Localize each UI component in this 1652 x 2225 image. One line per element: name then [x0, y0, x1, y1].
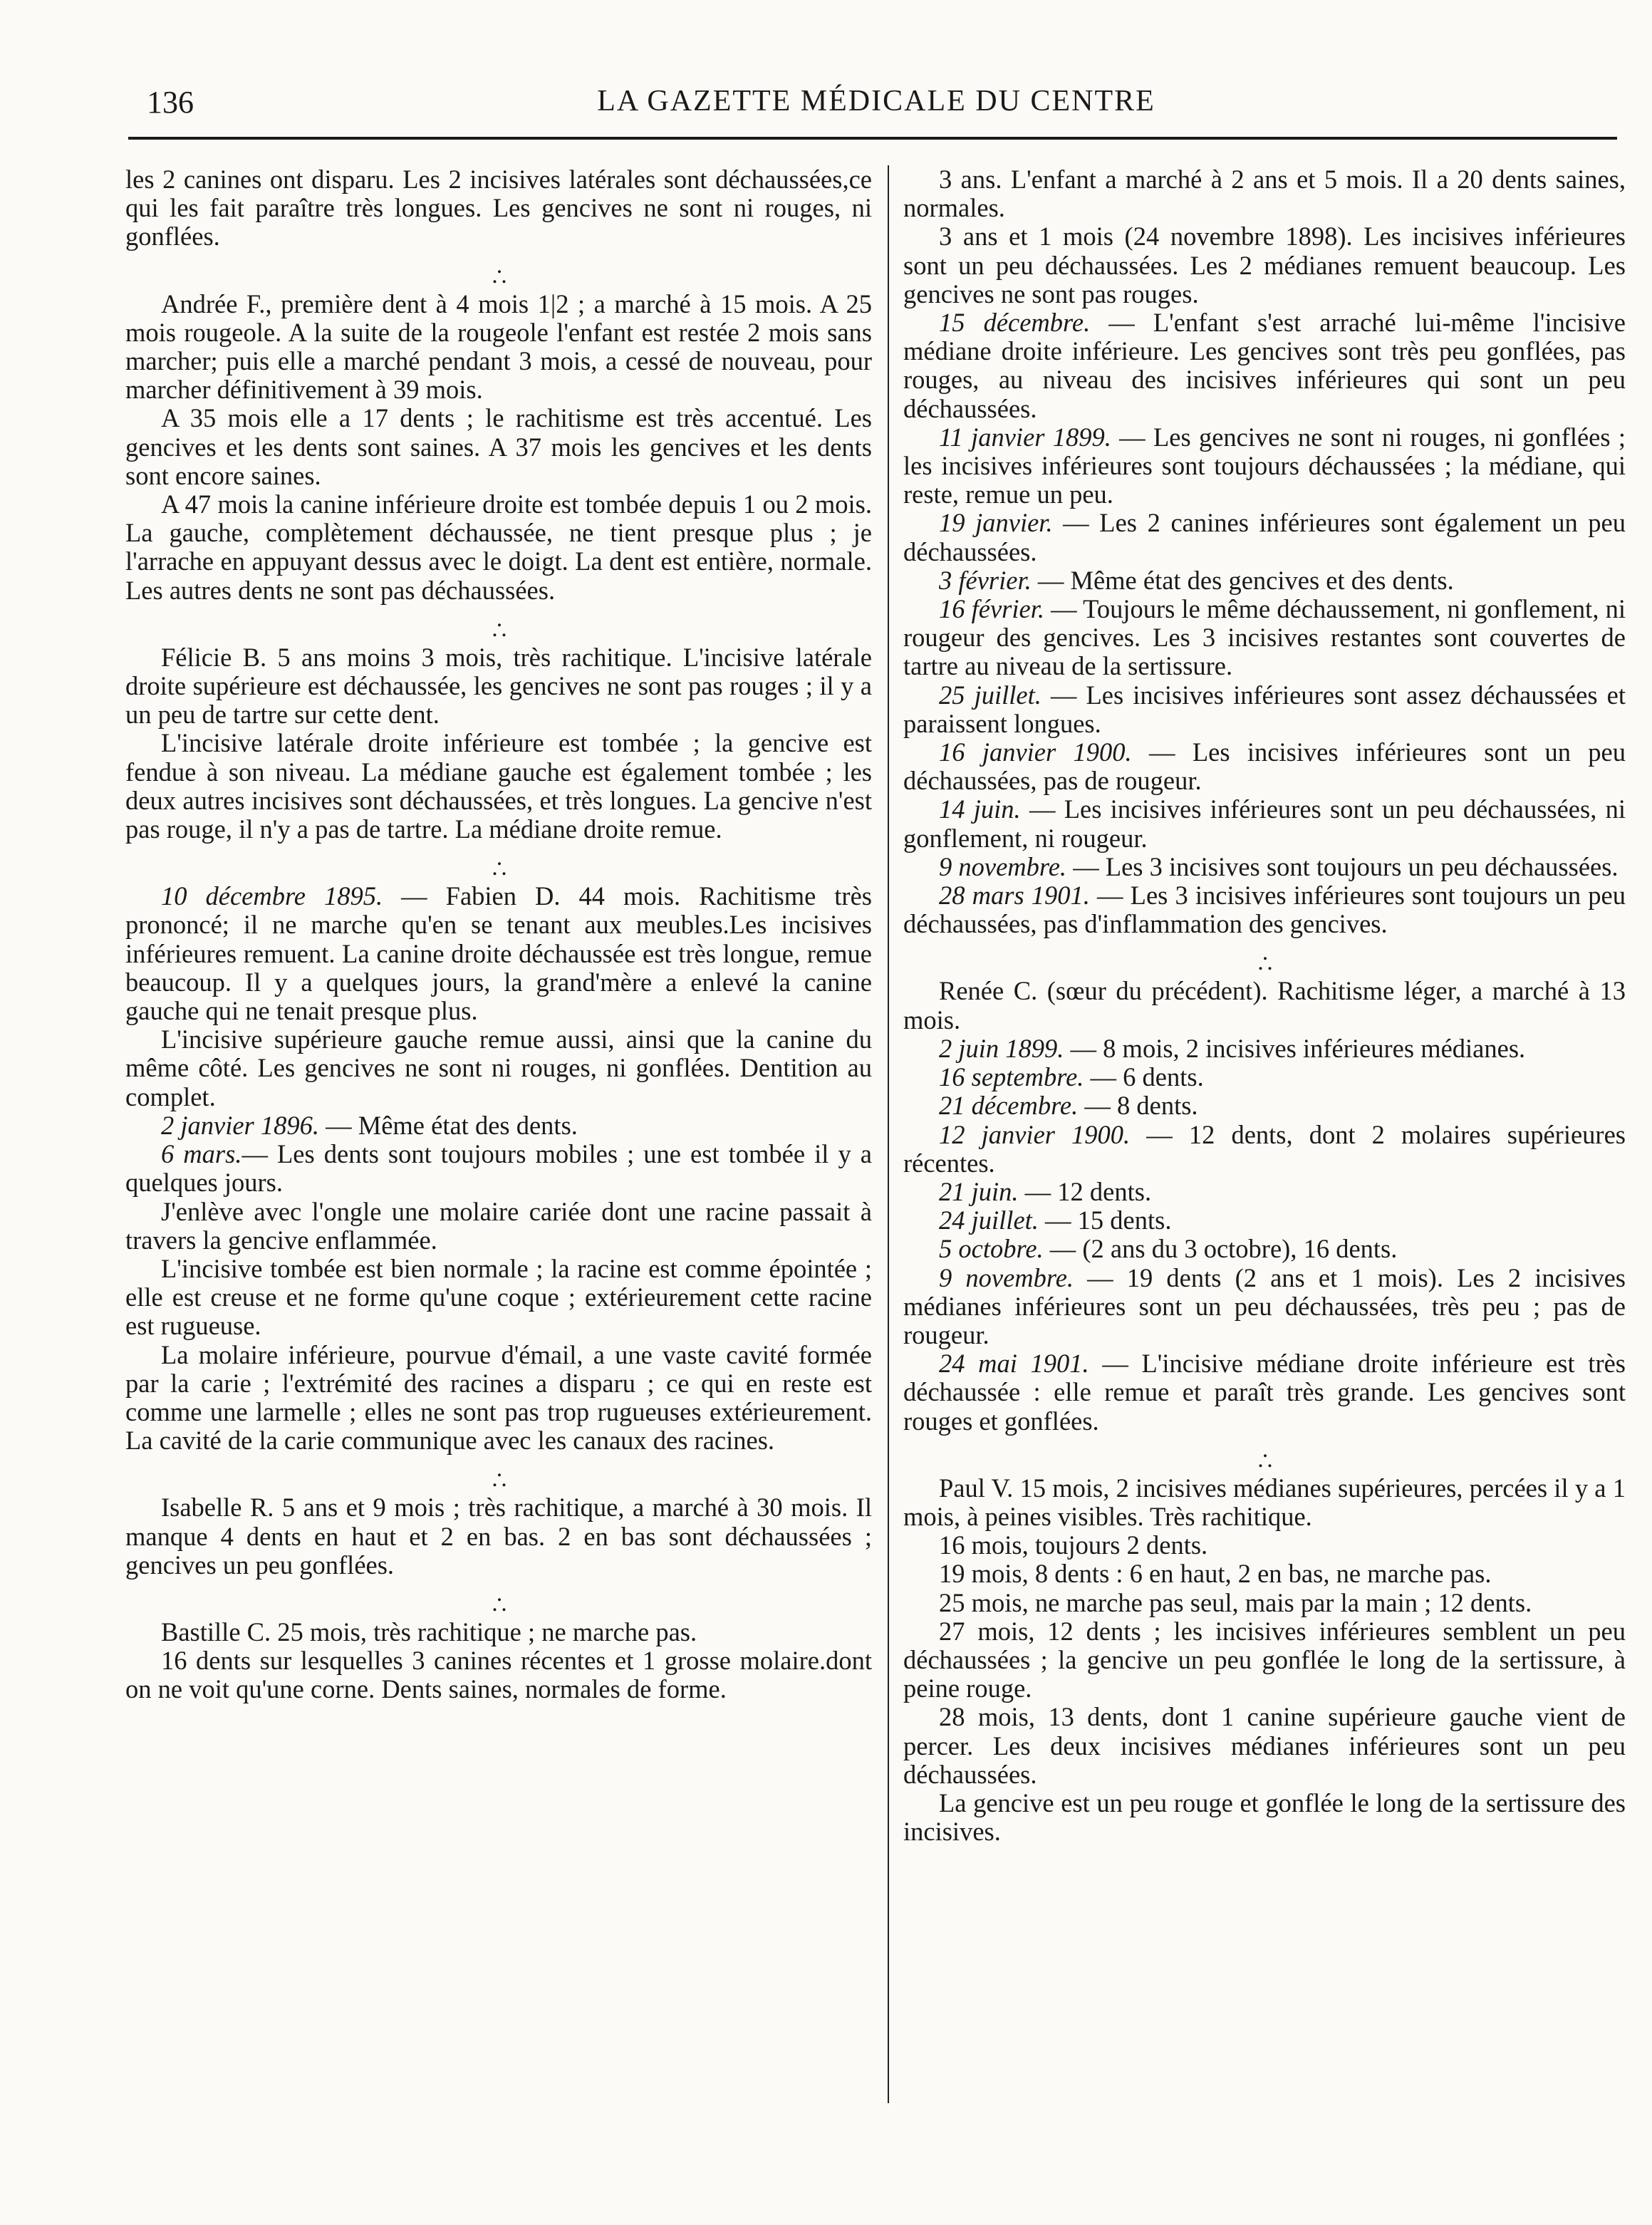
paragraph: A 35 mois elle a 17 dents ; le rachitisme est très accentué. Les gencives et les dents sont saines. A 37 mois les gencives et les dents sont encore saines. [125, 403, 872, 490]
paragraph: L'incisive tombée est bien normale ; la racine est comme épointée ; elle est creuse et ne forme qu'une coque ; extérieurement cette racine est rugueuse. [125, 1253, 872, 1341]
entry-text: — Les 3 incisives sont toujours un peu déchaussées. [1066, 851, 1619, 881]
entry-text: — 15 dents. [1038, 1205, 1172, 1235]
paragraph: 28 mois, 13 dents, dont 1 canine supérieure gauche vient de percer. Les deux incisives médianes inférieures sont un peu déchaussées. [903, 1702, 1626, 1789]
paragraph [903, 1235, 1626, 1263]
paragraph [903, 308, 1626, 423]
entry-date: 24 mai 1901. [939, 1349, 1089, 1379]
entry-text: — Même état des dents. [319, 1110, 578, 1140]
entry-text: — 19 dents (2 ans et 1 mois). Les 2 incisives médianes inférieures sont un peu déchaussées, très peu ; pas de rougeur. [903, 1262, 1626, 1349]
paragraph: 16 dents sur lesquelles 3 canines récentes et 1 grosse molaire.dont on ne voit qu'une corne. Dents saines, normales de forme. [125, 1646, 872, 1704]
right-column [903, 165, 1626, 1846]
entry-date: 9 novembre. [939, 851, 1067, 881]
paragraph [903, 738, 1626, 795]
paragraph: A 47 mois la canine inférieure droite est tombée depuis 1 ou 2 mois. La gauche, complètement déchaussée, ne tient presque plus ; je l'arrache en appuyant dessus avec le doigt. La dent est entière, normale. Les autres dents ne sont pas déchaussées. [125, 489, 872, 605]
running-title: LA GAZETTE MÉDICALE DU CENTRE [597, 85, 1155, 118]
paragraph [125, 1140, 872, 1197]
entry-text: — Fabien D. 44 mois. Rachitisme très prononcé; il ne marche qu'en se tenant aux meubles.Les incisives inférieures remuent. La canine droite déchaussée est très longue, remue beaucoup. Il y a quelques jours, la grand'mère a enlevé la canine gauche qui ne tenait presque plus. [125, 881, 872, 1026]
paragraph: Renée C. (sœur du précédent). Rachitisme léger, a marché à 13 mois. [903, 976, 1626, 1034]
entry-date: 28 mars 1901. [939, 881, 1090, 911]
section-separator [125, 1465, 872, 1485]
entry-date: 10 décembre 1895. [161, 881, 383, 911]
paragraph [903, 566, 1626, 595]
entry-text: — (2 ans du 3 octobre), 16 dents. [1043, 1234, 1398, 1264]
paragraph [903, 795, 1626, 852]
paragraph: La molaire inférieure, pourvue d'émail, a une vaste cavité formée par la carie ; l'extrémité des racines a disparu ; ce qui en reste est comme une larmelle ; elles ne sont pas trop rugueuses extérieurement. La cavité de la carie communique avec les canaux des racines. [125, 1339, 872, 1456]
paragraph [125, 882, 872, 1025]
paragraph: Paul V. 15 mois, 2 incisives médianes supérieures, percées il y a 1 mois, à peines visibles. Très rachitique. [903, 1473, 1626, 1531]
paragraph: 19 mois, 8 dents : 6 en haut, 2 en bas, ne marche pas. [939, 1559, 1492, 1589]
section-separator [125, 854, 872, 873]
section-separator [903, 1446, 1626, 1466]
entry-text: — 6 dents. [1084, 1062, 1204, 1092]
paragraph: 25 mois, ne marche pas seul, mais par la main ; 12 dents. [939, 1587, 1532, 1617]
paragraph [903, 853, 1626, 881]
entry-date: 3 février. [939, 565, 1032, 595]
paragraph [903, 1206, 1626, 1235]
section-separator [125, 1589, 872, 1609]
paragraph: 27 mois, 12 dents ; les incisives inférieures semblent un peu déchaussées ; la gencive un peu gonflée le long de la sertissure, à peine rouge. [903, 1616, 1626, 1703]
paragraph: les 2 canines ont disparu. Les 2 incisives latérales sont déchaussées,ce qui les fait paraître très longues. Les gencives ne sont ni rouges, ni gonflées. [125, 165, 872, 251]
paragraph [903, 509, 1626, 566]
entry-date: 12 janvier 1900. [939, 1119, 1131, 1149]
paragraph [903, 1178, 1626, 1206]
paragraph [125, 1111, 872, 1140]
entry-text: — Les 2 canines inférieures sont également un peu déchaussées. [903, 508, 1626, 566]
entry-text: — Même état des gencives et des dents. [1031, 565, 1454, 595]
paragraph: Félicie B. 5 ans moins 3 mois, très rachitique. L'incisive latérale droite supérieure est déchaussée, les gencives ne sont pas rouges ; il y a un peu de tartre sur cette dent. [125, 642, 872, 730]
section-separator [125, 615, 872, 635]
column-divider [888, 165, 889, 2103]
entry-date: 5 octobre. [939, 1234, 1044, 1264]
entry-date: 16 septembre. [939, 1062, 1084, 1092]
paragraph [903, 1349, 1626, 1436]
entry-text: — Les incisives inférieures sont un peu déchaussées, ni gonflement, ni rougeur. [903, 794, 1626, 853]
paragraph: Isabelle R. 5 ans et 9 mois ; très rachitique, a marché à 30 mois. Il manque 4 dents en haut et 2 en bas. 2 en bas sont déchaussées ; gencives un peu gonflées. [125, 1493, 872, 1580]
entry-date: 2 janvier 1896. [161, 1110, 320, 1140]
entry-text: — 8 mois, 2 incisives inférieures médianes. [1064, 1033, 1526, 1063]
paragraph: 3 ans et 1 mois (24 novembre 1898). Les incisives inférieures sont un peu déchaussées. Les 2 médianes remuent beaucoup. Les gencives ne sont pas rouges. [903, 222, 1626, 308]
left-column [125, 165, 872, 1704]
entry-text: — Les incisives inférieures sont assez déchaussées et paraissent longues. [903, 680, 1626, 738]
paragraph [903, 595, 1626, 681]
section-separator [903, 948, 1626, 968]
page-header [142, 84, 1610, 127]
entry-text: — Toujours le même déchaussement, ni gonflement, ni rougeur des gencives. Les 3 incisives restantes sont couvertes de tartre au niveau de la sertissure. [903, 594, 1626, 681]
entry-date: 11 janvier 1899. [939, 422, 1111, 452]
entry-text: — Les dents sont toujours mobiles ; une est tombée il y a quelques jours. [125, 1139, 872, 1198]
paragraph: La gencive est un peu rouge et gonflée le long de la sertissure des incisives. [903, 1788, 1626, 1847]
entry-text: — Les 3 incisives inférieures sont toujours un peu déchaussées, pas d'inflammation des gencives. [903, 881, 1626, 939]
entry-date: 9 novembre. [939, 1262, 1074, 1292]
entry-text: — 12 dents. [1018, 1176, 1152, 1206]
paragraph: 16 mois, toujours 2 dents. [939, 1530, 1208, 1560]
entry-date: 25 juillet. [939, 680, 1041, 710]
entry-date: 24 juillet. [939, 1205, 1039, 1235]
entry-date: 16 janvier 1900. [939, 737, 1132, 767]
paragraph [903, 1264, 1626, 1350]
paragraph [903, 881, 1626, 938]
entry-date: 14 juin. [939, 794, 1021, 824]
paragraph: L'incisive latérale droite inférieure est tombée ; la gencive est fendue à son niveau. La médiane gauche est également tombée ; les deux autres incisives sont déchaussées, et très longues. La gencive n'est pas rouge, il n'y a pas de tartre. La médiane droite remue. [125, 728, 872, 844]
paragraph [903, 1063, 1626, 1091]
entry-date: 15 décembre. [939, 308, 1091, 338]
entry-date: 21 décembre. [939, 1091, 1079, 1121]
entry-date: 2 juin 1899. [939, 1033, 1064, 1063]
paragraph: Bastille C. 25 mois, très rachitique ; ne marche pas. [161, 1617, 697, 1646]
entry-date: 6 mars. [161, 1139, 242, 1169]
section-separator [125, 261, 872, 281]
entry-date: 21 juin. [939, 1176, 1019, 1206]
paragraph: L'incisive supérieure gauche remue aussi, ainsi que la canine du même côté. Les gencives ne sont ni rouges, ni gonflées. Dentition au complet. [125, 1025, 872, 1111]
paragraph: Andrée F., première dent à 4 mois 1|2 ; a marché à 15 mois. A 25 mois rougeole. A la suite de la rougeole l'enfant est restée 2 mois sans marcher; puis elle a marché pendant 3 mois, a cessé de nouveau, pour marcher définitivement à 39 mois. [125, 289, 872, 405]
paragraph: 3 ans. L'enfant a marché à 2 ans et 5 mois. Il a 20 dents saines, normales. [903, 165, 1626, 223]
paragraph: J'enlève avec l'ongle une molaire cariée dont une racine passait à travers la gencive enflammée. [125, 1196, 872, 1255]
entry-text: — Les incisives inférieures sont un peu déchaussées, pas de rougeur. [903, 737, 1626, 796]
entry-text: — L'incisive médiane droite inférieure est très déchaussée : elle remue et paraît très grande. Les gencives sont rouges et gonflées. [903, 1349, 1626, 1436]
page-number: 136 [147, 85, 194, 120]
paragraph [903, 1121, 1626, 1178]
paragraph [903, 1034, 1626, 1063]
entry-text: — L'enfant s'est arraché lui-même l'incisive médiane droite inférieure. Les gencives sont très peu gonflées, pas rouges, au niveau des incisives inférieures qui sont un peu déchaussées. [903, 308, 1626, 423]
paragraph [903, 1091, 1626, 1120]
entry-text: — Les gencives ne sont ni rouges, ni gonflées ; les incisives inférieures sont toujours déchaussées ; la médiane, qui reste, remue un peu. [903, 422, 1626, 509]
paragraph [903, 681, 1626, 738]
header-rule [128, 137, 1617, 140]
entry-date: 19 janvier. [939, 508, 1053, 538]
entry-date: 16 février. [939, 594, 1045, 624]
entry-text: — 8 dents. [1078, 1091, 1198, 1121]
paragraph [903, 423, 1626, 509]
entry-text: — 12 dents, dont 2 molaires supérieures récentes. [903, 1119, 1626, 1178]
